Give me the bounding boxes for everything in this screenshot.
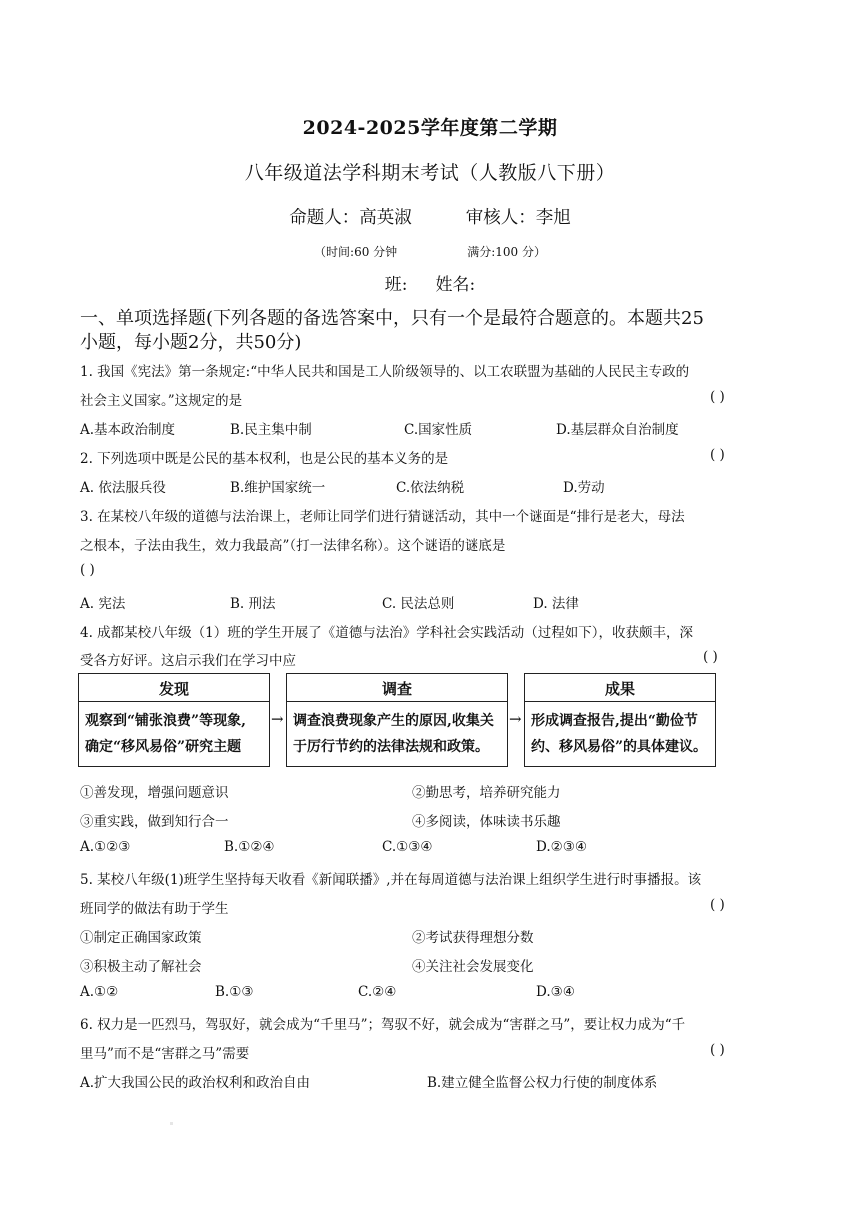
q4-option-b: B.①②④ [224,839,275,855]
flow-box-title: 发现 [158,680,189,698]
flow-box-title: 调查 [381,680,412,698]
flow-box-divider [79,701,269,702]
q3-option-d: D. 法律 [533,596,579,612]
q4-item-2: ②勤思考，培养研究能力 [412,785,561,801]
scan-speck [170,1122,173,1125]
year-title: 2024-2025学年度第二学期 [302,117,558,139]
q5-item-4: ④关注社会发展变化 [412,959,534,975]
q6-line2: 里马”而不是“害群之马”需要 [80,1046,250,1062]
q5-option-c: C.②④ [358,984,397,1000]
q3-option-b: B. 刑法 [230,596,276,612]
q5-line1: 5. 某校八年级(1)班学生坚持每天收看《新闻联播》,并在每周道德与法治课上组织学生进行时事播报。该 [80,872,702,888]
time-limit: （时间:60 分钟 [314,245,398,259]
flow-box-result [524,673,716,767]
student-info-line [0,270,860,295]
flow-box-discover [78,673,270,767]
flow-arrow: → [271,710,284,728]
q1-option-a: A.基本政治制度 [80,422,176,438]
q2-option-c: C.依法纳税 [396,480,465,496]
flow-box-title: 成果 [604,680,635,698]
q4-option-d: D.②③④ [536,839,587,855]
flow-box-text: 约、移风易俗”的具体建议。 [531,739,708,755]
flow-box-text: 观察到“铺张浪费”等现象, [85,713,246,729]
q2-option-b: B.维护国家统一 [230,480,326,496]
q4-item-4: ④多阅读，体味读书乐趣 [412,814,561,830]
q6-option-b: B.建立健全监督公权力行使的制度体系 [427,1075,658,1091]
section-heading-line2: 小题，每小题2分，共50分) [80,332,302,353]
q1-option-b: B.民主集中制 [230,422,312,438]
reviewer: 审核人：李旭 [465,208,571,228]
flow-box-investigate [286,673,508,767]
class-label: 班: [384,275,408,295]
q5-answer-paren: ( ) [710,897,725,913]
q3-option-c: C. 民法总则 [382,596,455,612]
q4-item-3: ③重实践，做到知行合一 [80,814,229,830]
q4-line1: 4. 成都某校八年级（1）班的学生开展了《道德与法治》学科社会实践活动（过程如下），收获颇丰，深 [80,625,694,641]
q2-answer-paren: ( ) [710,447,725,463]
author: 命题人：高英淑 [289,208,412,228]
flow-box-divider [287,701,507,702]
time-score-line [0,243,860,260]
exam-title: 八年级道法学科期末考试（人教版八下册） [244,162,616,184]
q6-line1: 6. 权力是一匹烈马，驾驭好，就会成为“千里马”；驾驭不好，就会成为“害群之马”，要让权力成为“千 [80,1017,686,1033]
q1-option-d: D.基层群众自治制度 [556,422,679,438]
q5-line2: 班同学的做法有助于学生 [80,901,229,917]
q4-option-a: A.①②③ [80,839,131,855]
q1-line2: 社会主义国家。”这规定的是 [80,393,243,409]
q5-item-1: ①制定正确国家政策 [80,930,202,946]
flow-box-text: 调查浪费现象产生的原因,收集关 [293,713,494,729]
q3-option-a: A. 宪法 [80,596,126,612]
q4-option-c: C.①③④ [382,839,433,855]
q3-line1: 3. 在某校八年级的道德与法治课上，老师让同学们进行猜谜活动，其中一个谜面是“排行是老大，母法 [80,509,685,525]
q5-option-d: D.③④ [536,984,575,1000]
q3-answer-paren: ( ) [80,562,95,578]
flow-box-text: 形成调查报告,提出“勤俭节 [531,713,698,729]
q5-item-2: ②考试获得理想分数 [412,930,534,946]
q5-option-a: A.①② [80,984,119,1000]
q5-option-b: B.①③ [215,984,254,1000]
q6-answer-paren: ( ) [710,1042,725,1058]
q5-item-3: ③积极主动了解社会 [80,959,202,975]
flow-box-text: 于厉行节约的法律法规和政策。 [293,739,489,755]
q2-line1: 2. 下列选项中既是公民的基本权利，也是公民的基本义务的是 [80,451,449,467]
full-score: 满分:100 分） [467,245,546,259]
q6-option-a: A.扩大我国公民的政治权利和政治自由 [80,1075,311,1091]
q2-option-d: D.劳动 [563,480,605,496]
flow-arrow: → [509,710,522,728]
q4-line2: 受各方好评。这启示我们在学习中应 [80,653,296,669]
q4-answer-paren: ( ) [703,649,718,665]
q2-option-a: A. 依法服兵役 [80,480,166,496]
q1-option-c: C.国家性质 [404,422,473,438]
name-label: 姓名: [435,275,476,295]
section-heading-line1: 一、单项选择题(下列各题的备选答案中，只有一个是最符合题意的。本题共25 [80,308,704,329]
q3-line2: 之根本，子法由我生，效力我最高”（打一法律名称）。这个谜语的谜底是 [80,538,506,554]
q4-item-1: ①善发现，增强问题意识 [80,785,229,801]
flow-box-divider [525,701,715,702]
author-line [0,204,860,229]
q1-answer-paren: ( ) [710,389,725,405]
q1-line1: 1. 我国《宪法》第一条规定:“中华人民共和国是工人阶级领导的、以工农联盟为基础的人民民主专政的 [80,364,690,380]
flow-box-text: 确定“移风易俗”研究主题 [85,739,242,755]
